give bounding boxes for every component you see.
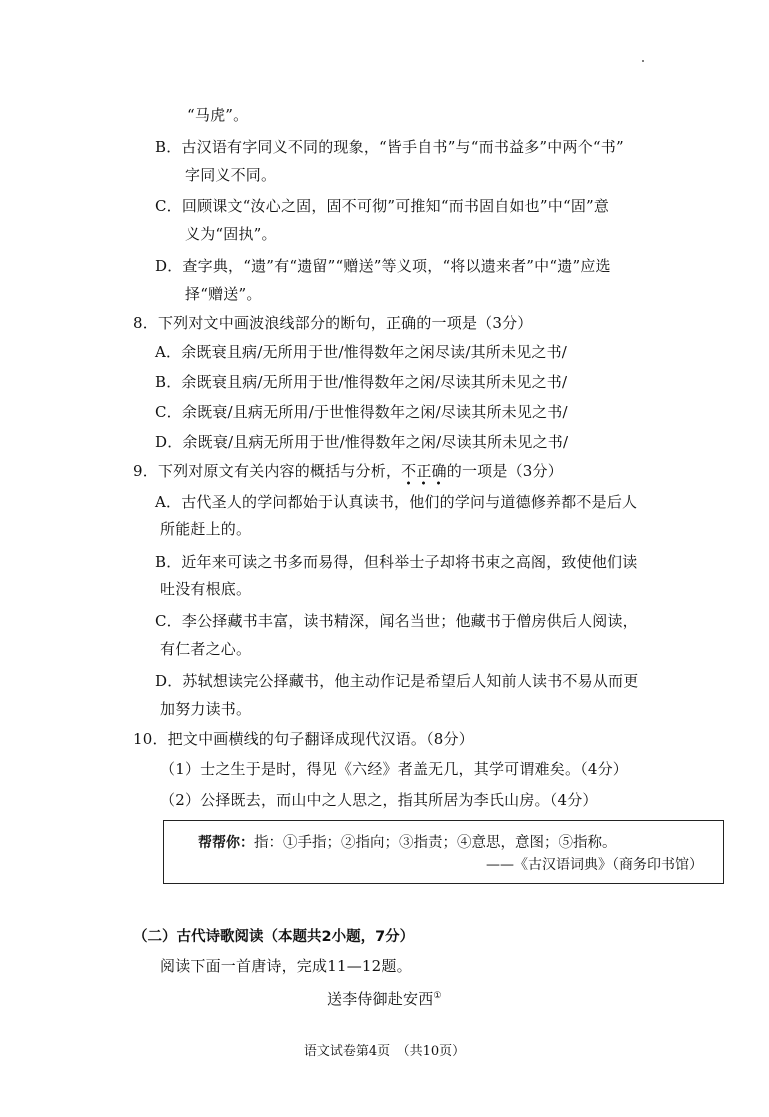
q7-option-d: D．查字典，“遗”有“遗留”“赠送”等义项，“将以遗来者”中“遗”应选	[155, 257, 611, 275]
q7-option-c: C．回顾课文“汝心之固，固不可彻”可推知“而书固自如也”中“固”意	[155, 197, 610, 215]
q9-stem	[133, 461, 563, 481]
q9-option-d-cont: 加努力读书。	[160, 700, 252, 718]
help-box-label: 帮帮你：	[198, 835, 254, 851]
q9-option-c: C．李公择藏书丰富，读书精深，闻名当世；他藏书于僧房供后人阅读，	[155, 612, 638, 630]
q9-stem-pre: 9．下列对原文有关内容的概括与分析，	[133, 462, 402, 480]
option-a-continuation: “马虎”。	[187, 106, 249, 124]
q7-option-b-cont: 字同义不同。	[185, 166, 277, 184]
q8-option-b: B．余既衰且病/无所用于世/惟得数年之闲/尽读其所未见之书/	[155, 373, 568, 391]
q9-option-c-cont: 有仁者之心。	[160, 640, 252, 658]
section-instruction: 阅读下面一首唐诗，完成11—12题。	[160, 957, 412, 975]
help-box-line	[198, 833, 617, 853]
q8-option-a: A．余既衰且病/无所用于世/惟得数年之闲尽读/其所未见之书/	[155, 343, 568, 361]
q9-option-b-cont: 吐没有根底。	[160, 580, 252, 598]
q10-item-2: （2）公择既去，而山中之人思之，指其所居为李氏山房。（4分）	[160, 791, 598, 809]
section-title: （二）古代诗歌阅读（本题共2小题，7分）	[133, 929, 415, 945]
q7-option-d-cont: 择“赠送”。	[185, 285, 262, 303]
q9-option-d: D．苏轼想读完公择藏书，他主动作记是希望后人知前人读书不易从而更	[155, 672, 639, 690]
poem-title	[327, 986, 442, 1009]
help-box-content: 指：①手指；②指向；③指责；④意思，意图；⑤指称。	[254, 835, 617, 851]
help-box-source: ——《古汉语词典》（商务印书馆）	[486, 857, 703, 873]
q7-option-b: B．古汉语有字同义不同的现象，“皆手自书”与“而书益多”中两个“书”	[155, 138, 624, 156]
q10-item-1: （1）士之生于是时，得见《六经》者盖无几，其学可谓难矣。（4分）	[160, 760, 628, 778]
q9-emphasis: 不正确	[401, 462, 447, 486]
page-footer: 语文试卷第4页 （共10页）	[303, 1044, 466, 1059]
q8-option-c: C．余既衰/且病无所用/于世惟得数年之闲/尽读其所未见之书/	[155, 403, 568, 421]
poem-title-text: 送李侍御赴安西	[327, 990, 434, 1008]
q9-option-b: B．近年来可读之书多而易得，但科举士子却将书束之高阁，致使他们读	[155, 553, 638, 571]
q8-stem: 8．下列对文中画波浪线部分的断句，正确的一项是（3分）	[133, 314, 533, 332]
q9-option-a-cont: 所能赶上的。	[160, 520, 252, 538]
help-box	[163, 820, 724, 884]
q8-option-d: D．余既衰/且病无所用于世/惟得数年之闲/尽读其所未见之书/	[155, 433, 569, 451]
q7-option-c-cont: 义为“固执”。	[185, 225, 277, 243]
q9-stem-post: 的一项是（3分）	[446, 462, 563, 480]
scan-dot	[642, 60, 644, 62]
q10-stem: 10．把文中画横线的句子翻译成现代汉语。（8分）	[133, 730, 474, 748]
q9-option-a: A．古代圣人的学问都始于认真读书，他们的学问与道德修养都不是后人	[155, 493, 638, 511]
footnote-mark: ①	[433, 991, 442, 1001]
